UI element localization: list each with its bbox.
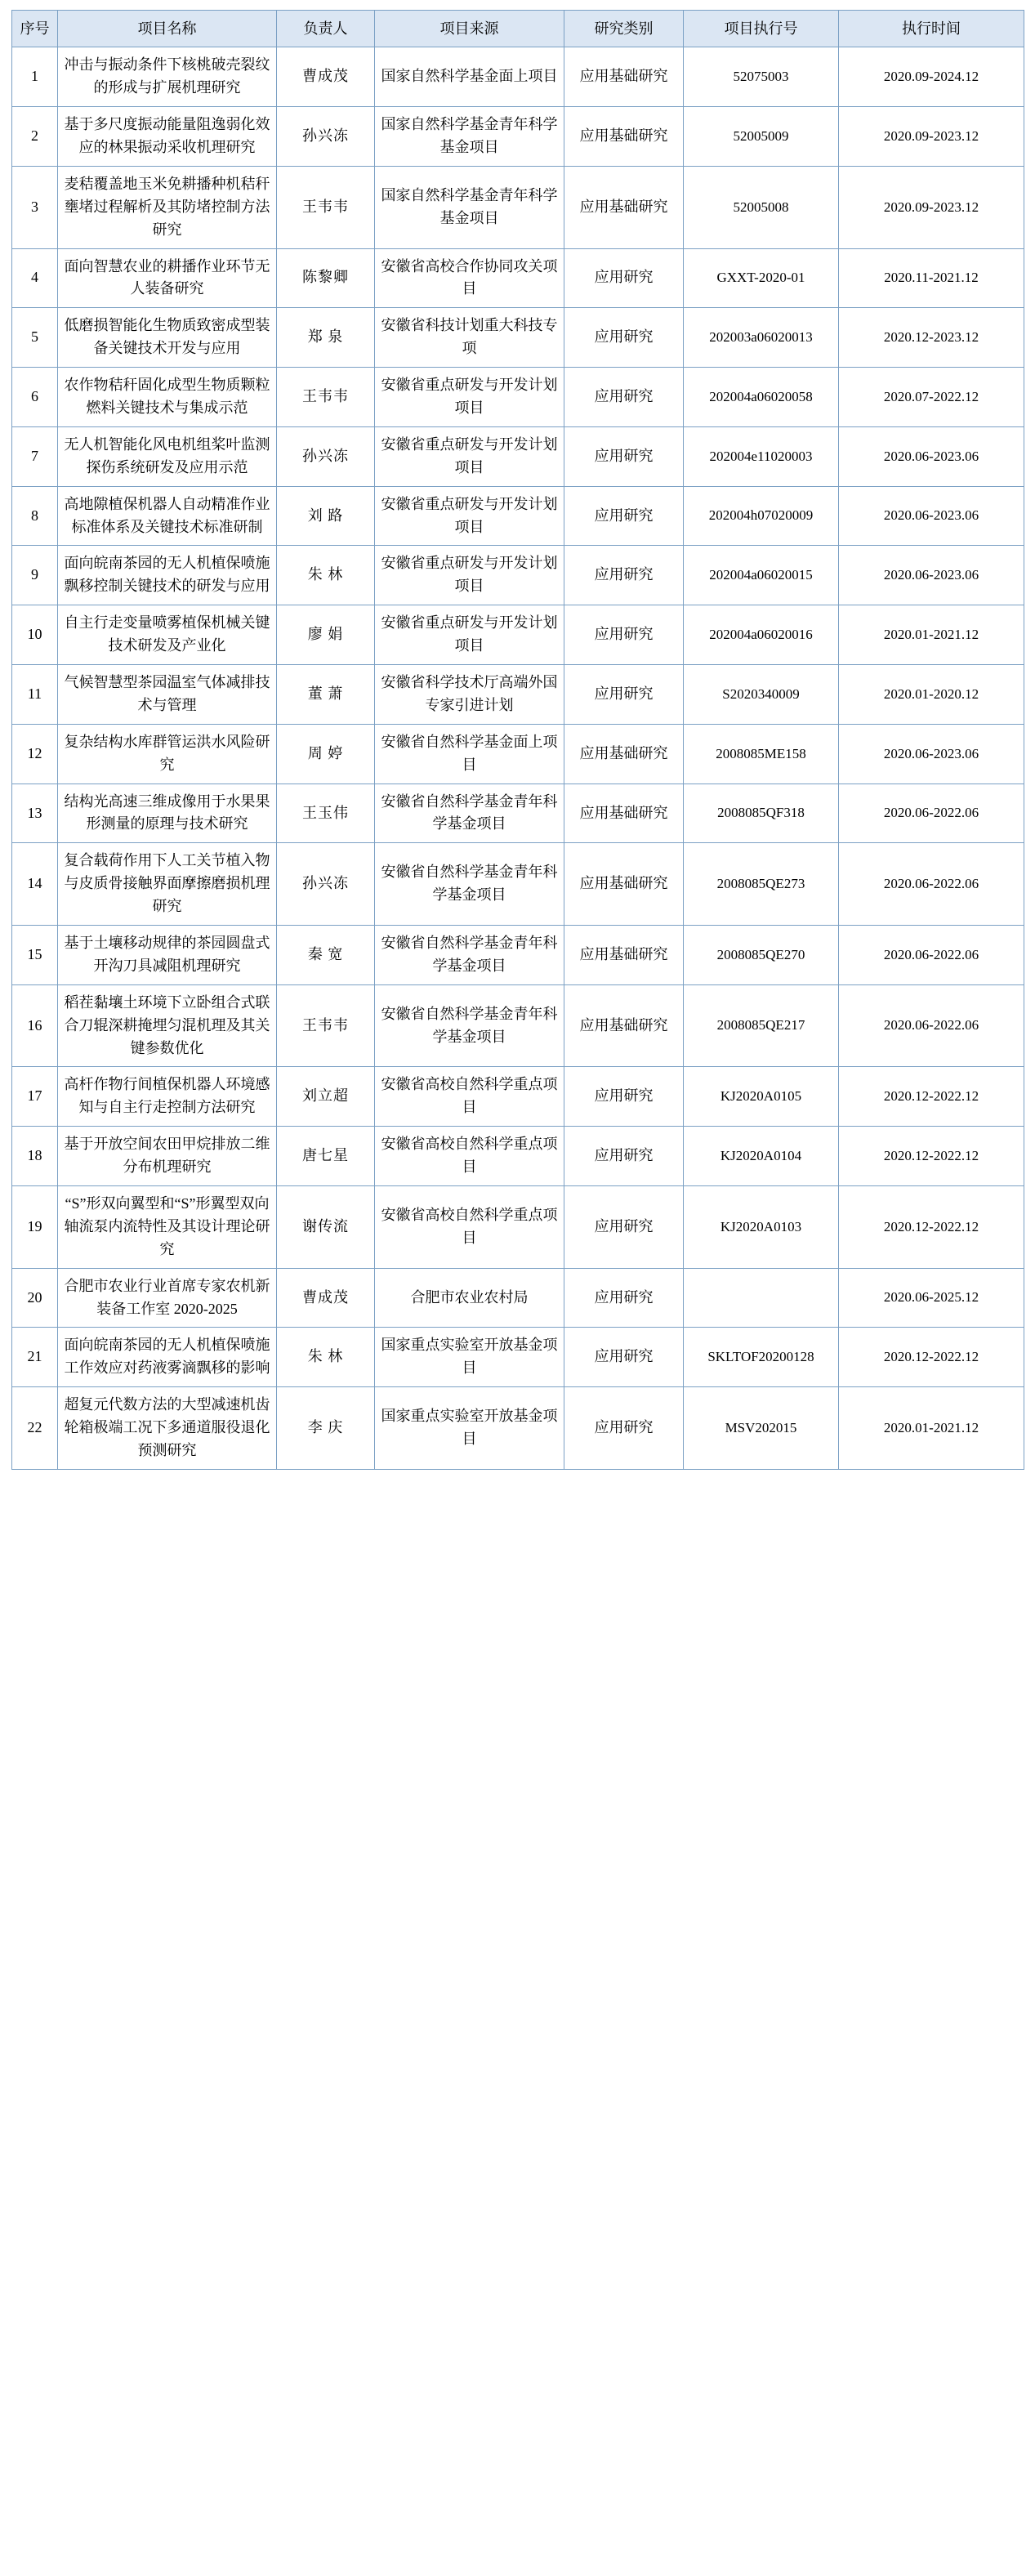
cell-project-name: 基于土壤移动规律的茶园圆盘式开沟刀具减阻机理研究 — [58, 926, 277, 985]
cell-research-type: 应用研究 — [564, 605, 684, 665]
table-row — [12, 426, 1024, 486]
cell-execution-time: 2020.12-2022.12 — [839, 1186, 1024, 1269]
cell-project-source: 安徽省重点研发与开发计划项目 — [375, 605, 564, 665]
cell-project-source: 安徽省高校自然科学重点项目 — [375, 1127, 564, 1186]
cell-project-code: 202004a06020058 — [684, 368, 839, 427]
cell-project-name: 气候智慧型茶园温室气体减排技术与管理 — [58, 665, 277, 725]
cell-sequence-number: 6 — [12, 368, 58, 427]
cell-responsible-person: 廖 娟 — [277, 605, 375, 665]
cell-responsible-person: 刘立超 — [277, 1067, 375, 1127]
table-header — [12, 11, 1024, 47]
cell-responsible-person: 秦 宽 — [277, 926, 375, 985]
table-row — [12, 308, 1024, 368]
cell-project-source: 安徽省科学技术厅高端外国专家引进计划 — [375, 665, 564, 725]
table-row — [12, 107, 1024, 167]
cell-responsible-person: 周 婷 — [277, 724, 375, 784]
cell-project-source: 安徽省高校自然科学重点项目 — [375, 1067, 564, 1127]
cell-responsible-person: 孙兴冻 — [277, 107, 375, 167]
cell-project-code: KJ2020A0105 — [684, 1067, 839, 1127]
cell-execution-time: 2020.01-2021.12 — [839, 605, 1024, 665]
cell-project-source: 安徽省自然科学基金青年科学基金项目 — [375, 784, 564, 843]
cell-project-code: 2008085QE273 — [684, 843, 839, 926]
cell-sequence-number: 1 — [12, 47, 58, 107]
cell-project-name: 基于开放空间农田甲烷排放二维分布机理研究 — [58, 1127, 277, 1186]
cell-project-code: 202004h07020009 — [684, 486, 839, 546]
cell-execution-time: 2020.06-2023.06 — [839, 546, 1024, 605]
cell-project-name: 稻茬黏壤土环境下立卧组合式联合刀辊深耕掩埋匀混机理及其关键参数优化 — [58, 984, 277, 1067]
cell-project-name: 麦秸覆盖地玉米免耕播种机秸秆壅堵过程解析及其防堵控制方法研究 — [58, 166, 277, 248]
cell-project-code: 2008085ME158 — [684, 724, 839, 784]
cell-project-source: 安徽省重点研发与开发计划项目 — [375, 368, 564, 427]
cell-sequence-number: 7 — [12, 426, 58, 486]
cell-project-name: 合肥市农业行业首席专家农机新装备工作室 2020-2025 — [58, 1268, 277, 1328]
cell-responsible-person: 谢传流 — [277, 1186, 375, 1269]
table-row — [12, 1186, 1024, 1269]
cell-responsible-person: 朱 林 — [277, 546, 375, 605]
cell-research-type: 应用基础研究 — [564, 107, 684, 167]
column-header-type: 研究类别 — [564, 11, 684, 47]
cell-project-name: 复合载荷作用下人工关节植入物与皮质骨接触界面摩擦磨损机理研究 — [58, 843, 277, 926]
cell-research-type: 应用研究 — [564, 1387, 684, 1470]
table-header-row — [12, 11, 1024, 47]
cell-project-name: 高地隙植保机器人自动精准作业标准体系及关键技术标准研制 — [58, 486, 277, 546]
cell-project-source: 合肥市农业农村局 — [375, 1268, 564, 1328]
cell-project-code: 202004a06020016 — [684, 605, 839, 665]
cell-research-type: 应用基础研究 — [564, 843, 684, 926]
cell-execution-time: 2020.11-2021.12 — [839, 248, 1024, 308]
cell-responsible-person: 朱 林 — [277, 1328, 375, 1387]
cell-project-source: 国家自然科学基金面上项目 — [375, 47, 564, 107]
cell-sequence-number: 16 — [12, 984, 58, 1067]
column-header-person: 负责人 — [277, 11, 375, 47]
cell-project-code: KJ2020A0104 — [684, 1127, 839, 1186]
cell-research-type: 应用基础研究 — [564, 166, 684, 248]
cell-research-type: 应用研究 — [564, 1067, 684, 1127]
table-row — [12, 724, 1024, 784]
table-row — [12, 248, 1024, 308]
cell-research-type: 应用基础研究 — [564, 984, 684, 1067]
cell-sequence-number: 10 — [12, 605, 58, 665]
cell-research-type: 应用研究 — [564, 546, 684, 605]
cell-project-code: SKLTOF20200128 — [684, 1328, 839, 1387]
table-row — [12, 665, 1024, 725]
cell-sequence-number: 18 — [12, 1127, 58, 1186]
cell-project-code: 202004a06020015 — [684, 546, 839, 605]
cell-project-source: 国家自然科学基金青年科学基金项目 — [375, 166, 564, 248]
cell-project-name: 农作物秸秆固化成型生物质颗粒燃料关键技术与集成示范 — [58, 368, 277, 427]
cell-execution-time: 2020.06-2022.06 — [839, 843, 1024, 926]
cell-execution-time: 2020.06-2022.06 — [839, 984, 1024, 1067]
cell-responsible-person: 王韦韦 — [277, 984, 375, 1067]
cell-responsible-person: 王玉伟 — [277, 784, 375, 843]
cell-responsible-person: 王韦韦 — [277, 368, 375, 427]
cell-sequence-number: 5 — [12, 308, 58, 368]
cell-sequence-number: 11 — [12, 665, 58, 725]
column-header-name: 项目名称 — [58, 11, 277, 47]
cell-project-code: MSV202015 — [684, 1387, 839, 1470]
cell-responsible-person: 孙兴冻 — [277, 843, 375, 926]
cell-sequence-number: 14 — [12, 843, 58, 926]
cell-sequence-number: 12 — [12, 724, 58, 784]
cell-project-code: GXXT-2020-01 — [684, 248, 839, 308]
cell-project-source: 国家重点实验室开放基金项目 — [375, 1387, 564, 1470]
cell-project-name: 结构光高速三维成像用于水果果形测量的原理与技术研究 — [58, 784, 277, 843]
column-header-time: 执行时间 — [839, 11, 1024, 47]
cell-research-type: 应用基础研究 — [564, 724, 684, 784]
cell-responsible-person: 孙兴冻 — [277, 426, 375, 486]
cell-project-name: “S”形双向翼型和“S”形翼型双向轴流泵内流特性及其设计理论研究 — [58, 1186, 277, 1269]
cell-execution-time: 2020.12-2022.12 — [839, 1127, 1024, 1186]
cell-responsible-person: 郑 泉 — [277, 308, 375, 368]
cell-project-name: 面向皖南茶园的无人机植保喷施工作效应对药液雾滴飘移的影响 — [58, 1328, 277, 1387]
cell-project-source: 安徽省重点研发与开发计划项目 — [375, 486, 564, 546]
cell-execution-time: 2020.06-2022.06 — [839, 926, 1024, 985]
table-row — [12, 605, 1024, 665]
cell-responsible-person: 曹成茂 — [277, 47, 375, 107]
cell-project-code: 2008085QF318 — [684, 784, 839, 843]
cell-execution-time: 2020.06-2023.06 — [839, 724, 1024, 784]
cell-project-code: 2008085QE270 — [684, 926, 839, 985]
cell-project-source: 安徽省高校自然科学重点项目 — [375, 1186, 564, 1269]
cell-execution-time: 2020.12-2022.12 — [839, 1328, 1024, 1387]
cell-research-type: 应用研究 — [564, 426, 684, 486]
cell-project-name: 无人机智能化风电机组桨叶监测探伤系统研发及应用示范 — [58, 426, 277, 486]
cell-project-source: 安徽省自然科学基金青年科学基金项目 — [375, 984, 564, 1067]
cell-project-name: 基于多尺度振动能量阻逸弱化效应的林果振动采收机理研究 — [58, 107, 277, 167]
cell-research-type: 应用研究 — [564, 665, 684, 725]
cell-sequence-number: 2 — [12, 107, 58, 167]
cell-execution-time: 2020.01-2021.12 — [839, 1387, 1024, 1470]
cell-research-type: 应用研究 — [564, 486, 684, 546]
column-header-source: 项目来源 — [375, 11, 564, 47]
cell-sequence-number: 3 — [12, 166, 58, 248]
cell-sequence-number: 19 — [12, 1186, 58, 1269]
table-row — [12, 784, 1024, 843]
cell-project-code: 202004e11020003 — [684, 426, 839, 486]
cell-execution-time: 2020.07-2022.12 — [839, 368, 1024, 427]
cell-responsible-person: 唐七星 — [277, 1127, 375, 1186]
table-row — [12, 1268, 1024, 1328]
cell-execution-time: 2020.01-2020.12 — [839, 665, 1024, 725]
table-row — [12, 486, 1024, 546]
table-row — [12, 1067, 1024, 1127]
table-row — [12, 1387, 1024, 1470]
table-row — [12, 368, 1024, 427]
table-body — [12, 47, 1024, 1470]
cell-project-source: 安徽省高校合作协同攻关项目 — [375, 248, 564, 308]
cell-research-type: 应用基础研究 — [564, 926, 684, 985]
cell-sequence-number: 20 — [12, 1268, 58, 1328]
cell-responsible-person: 曹成茂 — [277, 1268, 375, 1328]
cell-sequence-number: 9 — [12, 546, 58, 605]
cell-research-type: 应用研究 — [564, 368, 684, 427]
cell-project-name: 面向智慧农业的耕播作业环节无人装备研究 — [58, 248, 277, 308]
cell-project-code: 202003a06020013 — [684, 308, 839, 368]
cell-sequence-number: 15 — [12, 926, 58, 985]
cell-project-name: 自主行走变量喷雾植保机械关键技术研发及产业化 — [58, 605, 277, 665]
cell-research-type: 应用研究 — [564, 308, 684, 368]
cell-sequence-number: 8 — [12, 486, 58, 546]
cell-execution-time: 2020.12-2022.12 — [839, 1067, 1024, 1127]
cell-execution-time: 2020.06-2023.06 — [839, 486, 1024, 546]
cell-responsible-person: 李 庆 — [277, 1387, 375, 1470]
cell-project-source: 安徽省科技计划重大科技专项 — [375, 308, 564, 368]
cell-project-code — [684, 1268, 839, 1328]
cell-sequence-number: 4 — [12, 248, 58, 308]
cell-execution-time: 2020.06-2023.06 — [839, 426, 1024, 486]
cell-project-code: 52005009 — [684, 107, 839, 167]
cell-execution-time: 2020.09-2024.12 — [839, 47, 1024, 107]
cell-project-name: 复杂结构水库群管运洪水风险研究 — [58, 724, 277, 784]
cell-research-type: 应用研究 — [564, 1328, 684, 1387]
cell-project-source: 安徽省自然科学基金面上项目 — [375, 724, 564, 784]
cell-project-code: 2008085QE217 — [684, 984, 839, 1067]
column-header-seq: 序号 — [12, 11, 58, 47]
table-row — [12, 47, 1024, 107]
cell-research-type: 应用研究 — [564, 1268, 684, 1328]
cell-project-source: 安徽省重点研发与开发计划项目 — [375, 426, 564, 486]
cell-project-code: KJ2020A0103 — [684, 1186, 839, 1269]
cell-project-source: 安徽省自然科学基金青年科学基金项目 — [375, 843, 564, 926]
cell-responsible-person: 董 萧 — [277, 665, 375, 725]
cell-research-type: 应用基础研究 — [564, 47, 684, 107]
cell-execution-time: 2020.09-2023.12 — [839, 166, 1024, 248]
table-row — [12, 984, 1024, 1067]
column-header-code: 项目执行号 — [684, 11, 839, 47]
cell-research-type: 应用研究 — [564, 1186, 684, 1269]
cell-project-name: 冲击与振动条件下核桃破壳裂纹的形成与扩展机理研究 — [58, 47, 277, 107]
cell-project-source: 国家重点实验室开放基金项目 — [375, 1328, 564, 1387]
table-row — [12, 1127, 1024, 1186]
cell-execution-time: 2020.12-2023.12 — [839, 308, 1024, 368]
cell-project-source: 国家自然科学基金青年科学基金项目 — [375, 107, 564, 167]
cell-research-type: 应用研究 — [564, 1127, 684, 1186]
cell-execution-time: 2020.09-2023.12 — [839, 107, 1024, 167]
cell-research-type: 应用研究 — [564, 248, 684, 308]
cell-execution-time: 2020.06-2022.06 — [839, 784, 1024, 843]
project-table — [11, 10, 1024, 1470]
table-row — [12, 1328, 1024, 1387]
cell-responsible-person: 刘 路 — [277, 486, 375, 546]
cell-project-code: 52075003 — [684, 47, 839, 107]
cell-project-name: 高杆作物行间植保机器人环境感知与自主行走控制方法研究 — [58, 1067, 277, 1127]
cell-responsible-person: 王韦韦 — [277, 166, 375, 248]
cell-sequence-number: 22 — [12, 1387, 58, 1470]
cell-sequence-number: 13 — [12, 784, 58, 843]
cell-project-name: 低磨损智能化生物质致密成型装备关键技术开发与应用 — [58, 308, 277, 368]
cell-execution-time: 2020.06-2025.12 — [839, 1268, 1024, 1328]
table-row — [12, 843, 1024, 926]
cell-project-source: 安徽省自然科学基金青年科学基金项目 — [375, 926, 564, 985]
table-row — [12, 546, 1024, 605]
cell-project-code: 52005008 — [684, 166, 839, 248]
table-row — [12, 926, 1024, 985]
cell-sequence-number: 17 — [12, 1067, 58, 1127]
cell-project-source: 安徽省重点研发与开发计划项目 — [375, 546, 564, 605]
cell-sequence-number: 21 — [12, 1328, 58, 1387]
cell-responsible-person: 陈黎卿 — [277, 248, 375, 308]
cell-project-code: S2020340009 — [684, 665, 839, 725]
table-row — [12, 166, 1024, 248]
cell-research-type: 应用基础研究 — [564, 784, 684, 843]
cell-project-name: 面向皖南茶园的无人机植保喷施飘移控制关键技术的研发与应用 — [58, 546, 277, 605]
cell-project-name: 超复元代数方法的大型减速机齿轮箱极端工况下多通道服役退化预测研究 — [58, 1387, 277, 1470]
